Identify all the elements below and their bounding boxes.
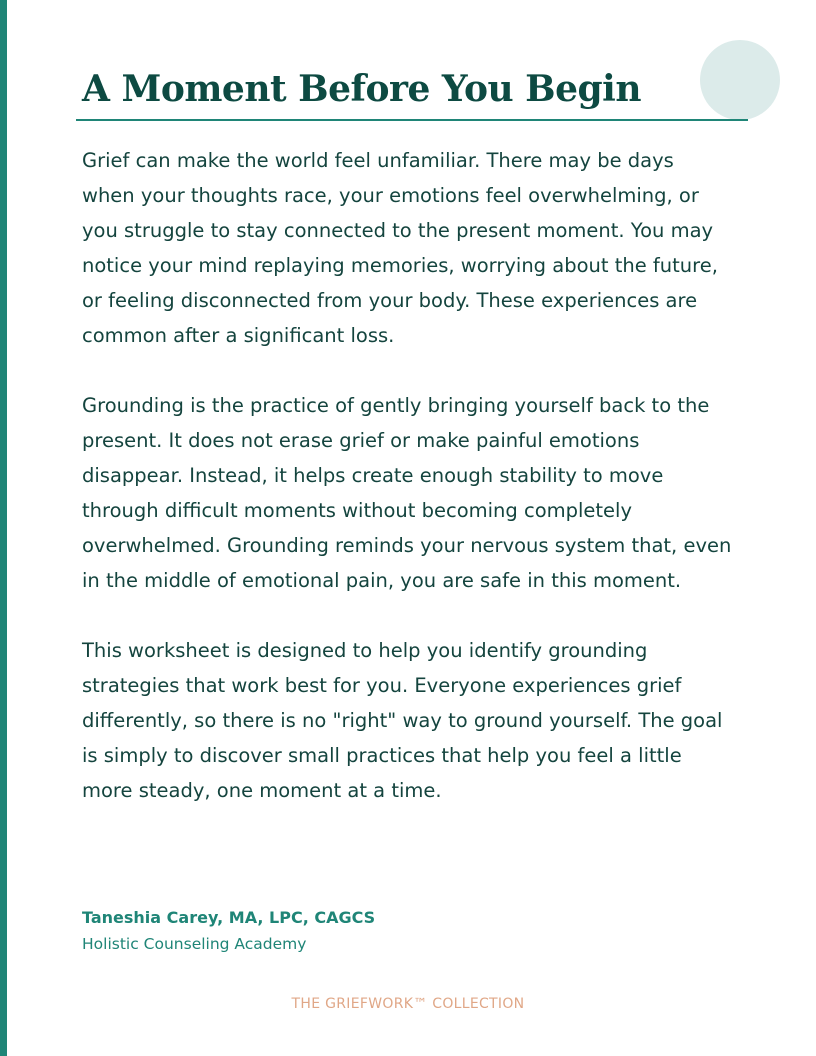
left-accent-bar [0,0,7,1056]
decorative-circle [700,40,780,120]
paragraph-worksheet: This worksheet is designed to help you identify grounding strategies that work best for you. Everyone experiences grief differently, so there is no "right" way to ground yourself. The goal is simply to discover small practices that help you feel a little more steady, one moment at a time. [82,639,723,802]
footer-collection: THE GRIEFWORK™ COLLECTION [291,996,525,1012]
paragraph-intro: Grief can make the world feel unfamiliar. There may be days when your thoughts race, your emotions feel overwhelming, or you struggle to stay connected to the present moment. You may notice your mind replaying memories, worrying about the future, or feeling disconnected from your body. These experiences are common after a significant loss. [82,149,718,347]
organization-name: Holistic Counseling Academy [82,935,307,953]
body-text [82,143,732,843]
paragraph-grounding: Grounding is the practice of gently bringing yourself back to the present. It does not erase grief or make painful emotions disappear. Instead, it helps create enough stability to move through difficult moments without becoming completely overwhelmed. Grounding reminds your nervous system that, even in the middle of emotional pain, you are safe in this moment. [82,394,732,592]
author-name: Taneshia Carey, MA, LPC, CAGCS [82,908,376,927]
title-divider [76,119,748,121]
page-title: A Moment Before You Begin [82,68,642,110]
